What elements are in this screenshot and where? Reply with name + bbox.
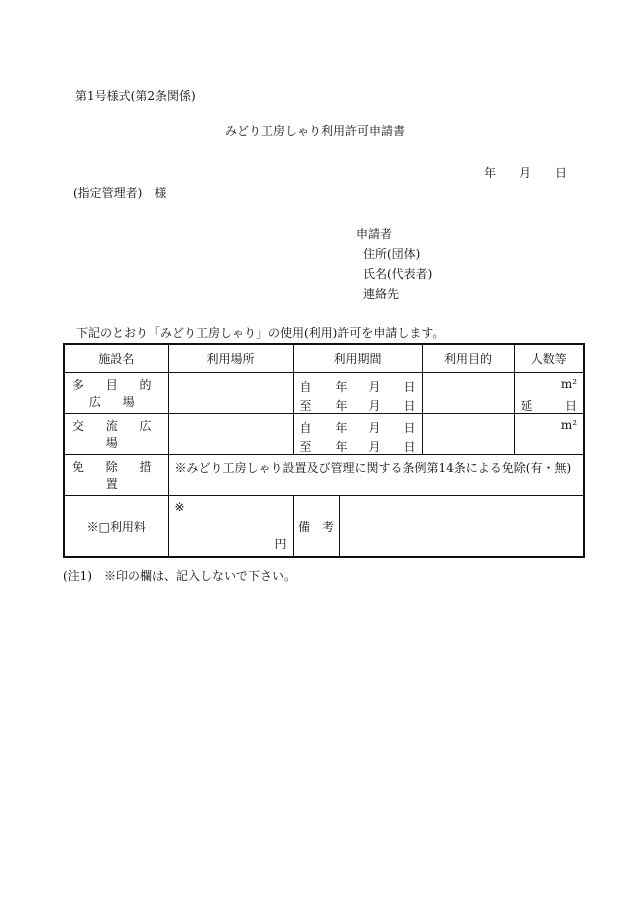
- table-row: [64, 373, 584, 414]
- applicant-contact-label: 連絡先: [363, 287, 400, 301]
- location-cell[interactable]: [168, 373, 293, 414]
- fee-mark: ※: [174, 500, 185, 514]
- unit-square-meter: m²: [560, 418, 578, 432]
- period-month: 月: [368, 399, 381, 413]
- period-from: 自: [299, 421, 312, 435]
- header-count: 人数等: [514, 344, 584, 373]
- period-year: 年: [335, 440, 348, 454]
- period-month: 月: [368, 380, 381, 394]
- period-to: 至: [299, 399, 312, 413]
- fee-row: [64, 496, 584, 558]
- applicant-name-label: 氏名(代表者): [363, 267, 433, 281]
- facility-name: 交 流 広 場: [64, 414, 168, 455]
- period-day: 日: [403, 399, 416, 413]
- header-period: 利用期間: [293, 344, 422, 373]
- document-title: みどり工房しゃり利用許可申請書: [224, 124, 405, 138]
- unit-total-label: 延: [520, 399, 533, 413]
- purpose-cell[interactable]: [422, 373, 514, 414]
- date-year-label: 年: [484, 166, 497, 180]
- date-day-label: 日: [555, 166, 568, 180]
- fee-label: ※□利用料: [64, 496, 168, 558]
- period-day: 日: [403, 440, 416, 454]
- exemption-label: 免 除 措 置: [64, 455, 168, 496]
- exemption-row: [64, 455, 584, 496]
- count-cell[interactable]: [514, 373, 584, 414]
- count-cell[interactable]: [514, 414, 584, 455]
- period-from: 自: [299, 380, 312, 394]
- fee-unit-yen: 円: [274, 537, 287, 551]
- exemption-text: ※みどり工房しゃり設置及び管理に関する条例第14条による免除(有・無): [168, 455, 584, 496]
- applicant-address-label: 住所(団体): [363, 247, 421, 261]
- header-location: 利用場所: [168, 344, 293, 373]
- period-year: 年: [335, 399, 348, 413]
- period-cell[interactable]: [293, 373, 422, 414]
- addressee: (指定管理者) 様: [73, 186, 167, 200]
- period-month: 月: [368, 421, 381, 435]
- table-row: [64, 414, 584, 455]
- purpose-cell[interactable]: [422, 414, 514, 455]
- date-month-label: 月: [519, 166, 532, 180]
- unit-day-label: 日: [565, 399, 578, 413]
- unit-square-meter: m²: [560, 377, 578, 391]
- period-month: 月: [368, 440, 381, 454]
- fee-cell[interactable]: [168, 496, 293, 558]
- intro-text: 下記のとおり「みどり工房しゃり」の使用(利用)許可を申請します。: [76, 326, 445, 340]
- period-day: 日: [403, 380, 416, 394]
- remarks-label: 備 考: [293, 496, 339, 558]
- table-header-row: [64, 344, 584, 373]
- header-purpose: 利用目的: [422, 344, 514, 373]
- period-day: 日: [403, 421, 416, 435]
- applicant-heading: 申請者: [356, 227, 393, 241]
- remarks-cell[interactable]: [339, 496, 584, 558]
- period-year: 年: [335, 380, 348, 394]
- application-table: [63, 343, 585, 558]
- period-to: 至: [299, 440, 312, 454]
- location-cell[interactable]: [168, 414, 293, 455]
- header-facility: 施設名: [64, 344, 168, 373]
- footnote: (注1) ※印の欄は、記入しないで下さい。: [63, 569, 296, 583]
- facility-name: 多 目 的 広 場: [64, 373, 168, 414]
- period-cell[interactable]: [293, 414, 422, 455]
- period-year: 年: [335, 421, 348, 435]
- form-number: 第1号様式(第2条関係): [75, 89, 196, 103]
